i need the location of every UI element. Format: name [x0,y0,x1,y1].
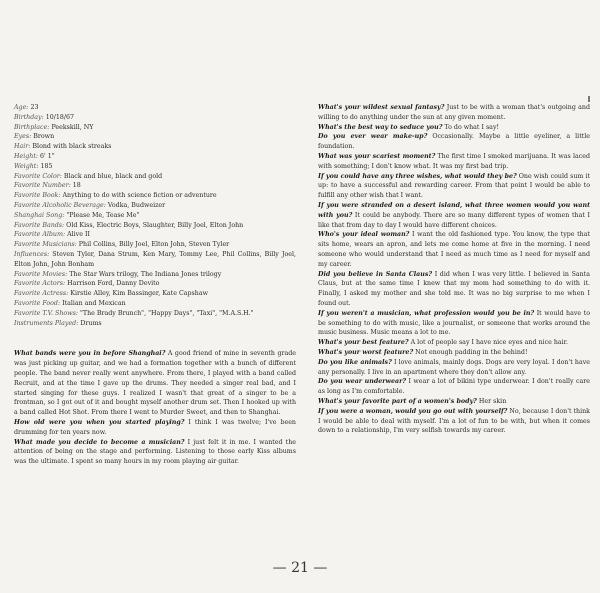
interview-right [318,103,590,436]
qa-paragraph [318,123,590,133]
fact-label: Favorite Album: [14,231,66,239]
answer: I wear a lot of bikini type underwear. I don't really care as long as I'm comfortable. [318,378,590,396]
fact-value: 185 [40,162,53,170]
fact-row [14,103,296,113]
fact-value: Peekskill, NY [51,123,94,131]
qa-paragraph [318,377,590,397]
section-gap [14,328,296,349]
interview-right-column [318,103,590,436]
fact-value: Brown [33,133,55,141]
fact-label: Instruments Played: [14,319,79,327]
question: If you were a woman, would you go out with yourself? [318,407,508,415]
fact-row [14,279,296,289]
fact-value: 6' 1" [40,152,55,160]
interview-left [14,349,296,467]
fact-row [14,309,296,319]
fact-label: Favorite Bands: [14,221,65,229]
fact-label: Favorite Movies: [14,270,68,278]
fact-label: Birthday: [14,113,44,121]
qa-paragraph [318,309,590,338]
fact-row [14,113,296,123]
answer: Her skin [478,397,507,405]
answer: I think I was twelve; I've been drumming for ten years now. [14,418,296,436]
fact-label: Favorite Actors: [14,280,66,288]
question: What's your wildest sexual fantasy? [318,104,445,111]
fact-label: Favorite T.V. Shows: [14,309,78,317]
fact-sheet-column [14,103,296,467]
fact-row [14,162,296,172]
question: Did you believe in Santa Claus? [318,270,433,278]
answer: No, because I don't think I would be able to deal with myself. I'm a lot of fun to be with, but when it comes down to a relationship, I'm very selfish towards my career. [318,407,590,435]
answer: To do what I say! [444,123,500,131]
question: What's your best feature? [318,339,409,347]
fact-label: Favorite Alcoholic Beverage: [14,201,106,209]
answer: The first time I smoked marijuana. It was laced with something; I don't know what. It was my first bad trip. [318,152,590,170]
question: Do you wear underwear? [318,378,407,386]
fact-label: Eyes: [14,133,32,141]
answer: One wish could sum it up: to have a successful and rewarding career. From that point I would be able to fulfill any other wish that I want. [318,172,590,200]
answer: Occasionally. Maybe a little eyeliner, a little foundation. [318,133,590,151]
fact-value: Blond with black streaks [32,143,112,151]
fact-row [14,181,296,191]
fact-row [14,132,296,142]
fact-list [14,103,296,328]
fact-value: "The Brady Brunch", "Happy Days", "Taxi", "M.A.S.H." [79,309,254,317]
question: What was your scariest moment? [318,152,436,160]
qa-paragraph [318,348,590,358]
fact-value: Phil Collins, Billy Joel, Elton John, Steven Tyler [78,241,230,249]
corner-mark [588,96,590,102]
qa-paragraph [14,349,296,418]
fact-row [14,123,296,133]
fact-row [14,230,296,240]
fact-label: Favorite Food: [14,299,61,307]
fact-row [14,172,296,182]
qa-paragraph [318,358,590,378]
fact-value: Italian and Mexican [62,299,126,307]
question: What bands were you in before Shanghai? [14,350,166,358]
fact-label: Favorite Actress: [14,290,69,298]
fact-label: Favorite Color: [14,172,62,180]
question: What's your worst feature? [318,348,414,356]
fact-value: Steven Tyler, Dana Strum, Ken Mary, Tommy Lee, Phil Collins, Billy Joel, Elton John, John Bonham [14,250,296,268]
fact-row [14,250,296,270]
question: What made you decide to become a musician? [14,438,185,446]
fact-label: Shanghai Song: [14,211,65,219]
qa-paragraph [318,407,590,436]
fact-label: Hair: [14,143,31,151]
fact-label: Weight: [14,162,39,170]
fact-value: Old Kiss, Electric Boys, Slaughter, Billy Joel, Elton John [66,221,244,229]
fact-row [14,142,296,152]
fact-row [14,240,296,250]
question: If you could have any three wishes, what would they be? [318,172,517,180]
answer: I did when I was very little. I believed in Santa Claus, but at the same time I knew that my mom had something to do with it. Finally, I asked my mother and she told me. It was no big surprise to me when I found out. [318,270,590,307]
fact-value: The Star Wars trilogy, The Indiana Jones trilogy [69,270,222,278]
fact-row [14,289,296,299]
fact-row [14,299,296,309]
fact-value: Anything to do with science fiction or adventure [62,192,217,200]
fact-row [14,191,296,201]
fact-row [14,319,296,329]
fact-row [14,152,296,162]
fact-value: Vodka, Budweizer [107,201,166,209]
question: Do you like animals? [318,358,392,366]
question: Do you ever wear make-up? [318,133,428,141]
qa-paragraph [318,270,590,309]
fact-value: Alive II [67,231,90,239]
qa-paragraph [318,172,590,201]
qa-paragraph [14,438,296,467]
qa-paragraph [318,338,590,348]
question: If you were stranded on a desert island, what three women would you want with you? [318,201,590,219]
fact-row [14,201,296,211]
answer: A lot of people say I have nice eyes and nice hair. [410,339,568,347]
answer: It could be anybody. There are so many different types of women that I like that from day to day I would have different choices. [318,211,590,229]
page-number: — 21 — [272,560,328,576]
fact-label: Age: [14,104,29,111]
answer: Just to be with a woman that's outgoing and willing to do anything under the sun at any given moment. [318,104,590,121]
question: What's the best way to seduce you? [318,123,443,131]
qa-paragraph [14,418,296,438]
fact-label: Influences: [14,250,50,258]
fact-value: Kirstie Alley, Kim Bassinger, Kate Capshaw [70,290,208,298]
fact-value: Harrison Ford, Danny Devito [67,280,160,288]
question: What's your favorite part of a women's body? [318,397,477,405]
qa-paragraph [318,103,590,123]
fact-label: Favorite Book: [14,192,61,200]
fact-value: Black and blue, black and gold [63,172,163,180]
fact-value: 10/18/67 [45,113,74,121]
answer: Not enough padding in the behind! [415,348,528,356]
qa-paragraph [318,201,590,230]
fact-value: "Please Me, Tease Me" [66,211,140,219]
answer: It would have to be something to do with music, like a journalist, or someone that works around the music business. Music means a lot to me. [318,309,590,337]
fact-value: 23 [30,104,39,111]
fact-label: Height: [14,152,38,160]
qa-paragraph [318,152,590,172]
fact-label: Birthplace: [14,123,50,131]
fact-label: Favorite Musicians: [14,241,77,249]
fact-value: Drums [80,319,102,327]
question: How old were you when you started playing? [14,418,185,426]
question: If you weren't a musician, what profession would you be in? [318,309,535,317]
fact-value: 18 [72,182,81,190]
fact-label: Favorite Number: [14,182,71,190]
answer: I love animals, mainly dogs. Dogs are very loyal. I don't have any personally. I live in an apartment where they don't allow any. [318,358,591,376]
qa-paragraph [318,397,590,407]
fact-row [14,211,296,221]
answer: A good friend of mine in seventh grade was just picking up guitar, and we had a formation together with a bunch of different people. The band never really went anywhere. From there, I played with a band called Recruit, and at the time I gave up the drums. They needed a singer real bad, and I started singing for these guys. I realized I wasn't that great of a singer to be a frontman, so I got out of it and bought myself another drum set. Then I hooked up with a band called Hot Shot. From there I went to Murder Sweet, and then to Shanghai. [14,350,296,417]
answer: I just felt it in me. I wanted the attention of being on the stage and performing. Listening to those early Kiss albums was the ultimate. I spent so many hours in my room playing air guitar. [14,438,296,466]
fact-row [14,221,296,231]
qa-paragraph [318,230,590,269]
qa-paragraph [318,132,590,152]
fact-row [14,270,296,280]
answer: I want the old fashioned type. You know, the type that sits home, wears an apron, and lets me come home at five in the morning. I need someone who would understand that I need as much time as I need for myself and my career. [318,231,590,268]
question: Who's your ideal woman? [318,231,410,239]
